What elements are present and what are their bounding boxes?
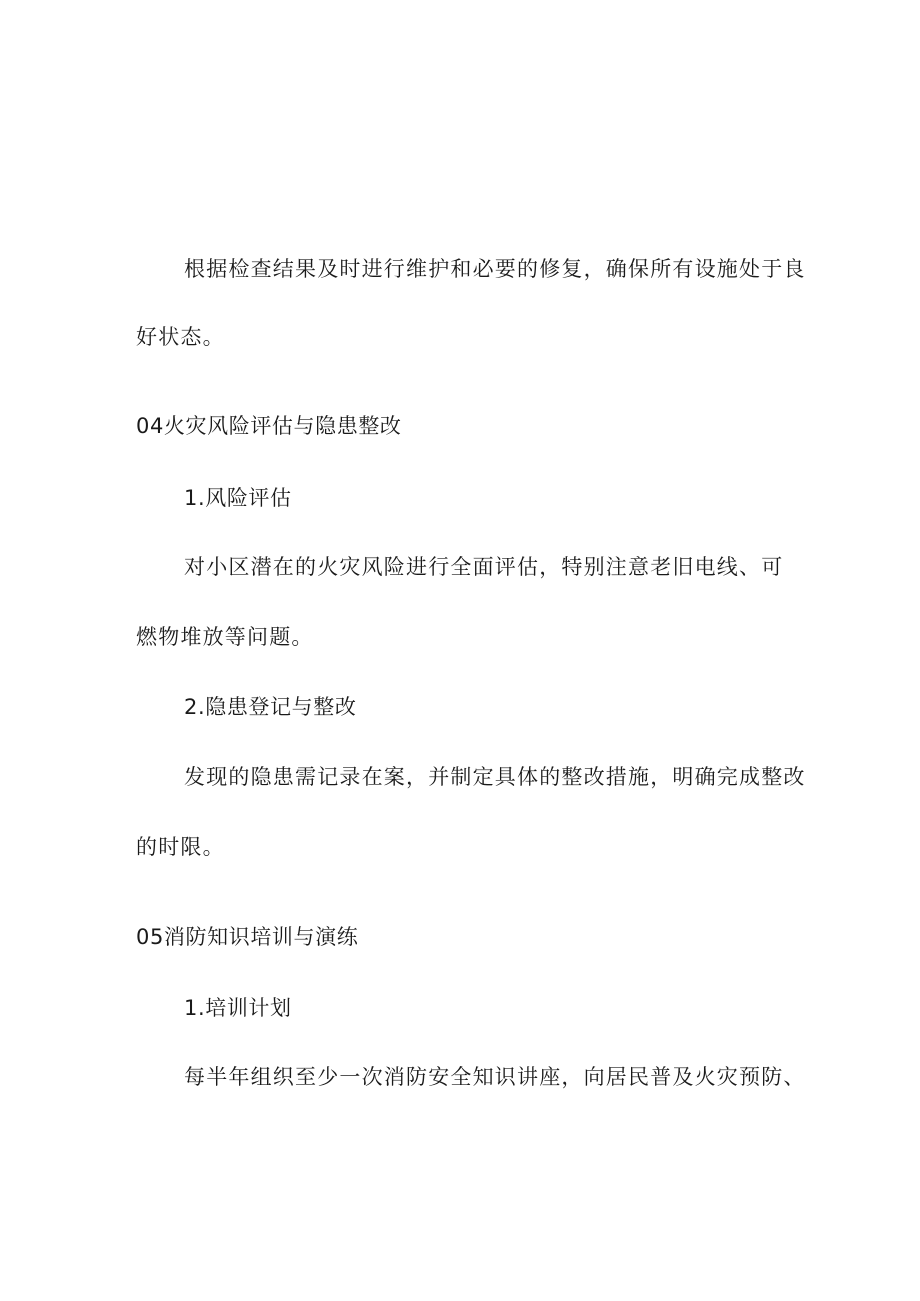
paragraph-line: 好状态。 xyxy=(136,325,225,349)
paragraph-line: 燃物堆放等问题。 xyxy=(136,625,314,649)
subheading-hazard-registration: 2.隐患登记与整改 xyxy=(184,695,357,719)
paragraph-line: 对小区潜在的火灾风险进行全面评估，特别注意老旧电线、可 xyxy=(184,555,784,579)
paragraph-line: 每半年组织至少一次消防安全知识讲座，向居民普及火灾预防、 xyxy=(184,1065,806,1089)
subheading-risk-assessment: 1.风险评估 xyxy=(184,486,292,510)
section-heading-05: 05消防知识培训与演练 xyxy=(136,925,359,949)
section-heading-04: 04火灾风险评估与隐患整改 xyxy=(136,414,402,438)
paragraph-line: 发现的隐患需记录在案，并制定具体的整改措施，明确完成整改 xyxy=(184,765,806,789)
subheading-training-plan: 1.培训计划 xyxy=(184,996,292,1020)
paragraph-line: 根据检查结果及时进行维护和必要的修复，确保所有设施处于良 xyxy=(184,257,806,281)
paragraph-line: 的时限。 xyxy=(136,835,225,859)
